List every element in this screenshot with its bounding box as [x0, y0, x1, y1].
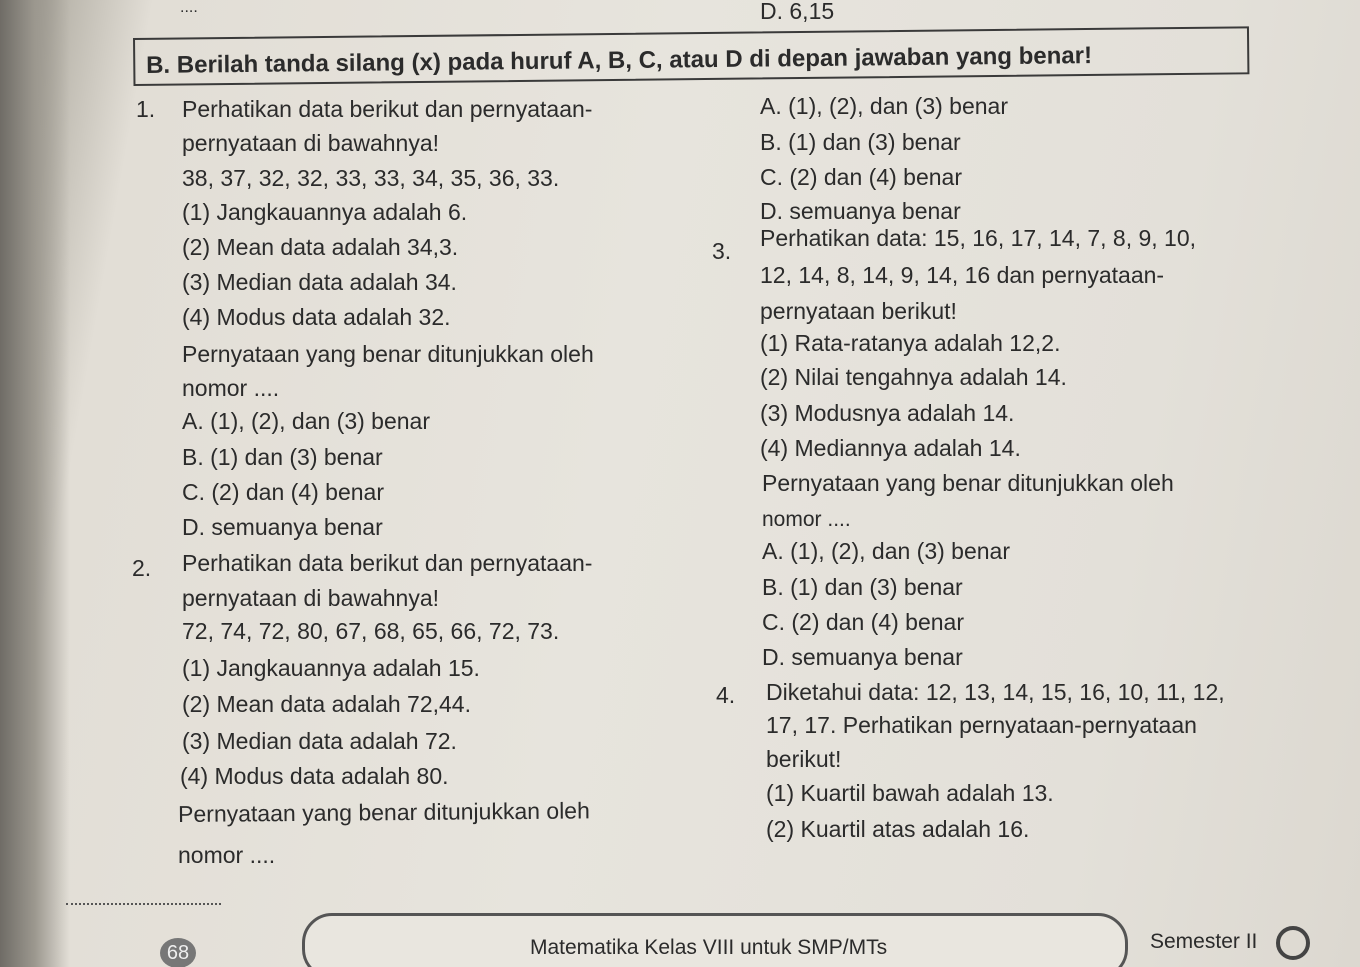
q3-prompt-line-1: Pernyataan yang benar ditunjukkan oleh	[762, 470, 1174, 496]
q3-stem-line-3: pernyataan berikut!	[760, 298, 957, 324]
q3-option-a[interactable]: A. (1), (2), dan (3) benar	[762, 538, 1010, 564]
q2-option-b[interactable]: B. (1) dan (3) benar	[760, 129, 961, 155]
q4-number: 4.	[716, 682, 736, 708]
q4-stem-line-2: 17, 17. Perhatikan pernyataan-pernyataan	[766, 712, 1197, 738]
q1-option-d[interactable]: D. semuanya benar	[182, 514, 383, 540]
q2-prompt-line-2: nomor ....	[178, 842, 276, 868]
q3-option-c[interactable]: C. (2) dan (4) benar	[762, 609, 964, 635]
q2-prompt-line-1: Pernyataan yang benar ditunjukkan oleh	[177, 797, 590, 827]
q1-statement-2: (2) Mean data adalah 34,3.	[182, 234, 459, 260]
q1-prompt-line-1: Pernyataan yang benar ditunjukkan oleh	[182, 341, 594, 367]
q1-prompt-line-2: nomor ....	[182, 375, 280, 401]
q2-data: 72, 74, 72, 80, 67, 68, 65, 66, 72, 73.	[182, 618, 560, 644]
q2-option-c[interactable]: C. (2) dan (4) benar	[760, 164, 962, 190]
section-instruction: B. Berilah tanda silang (x) pada huruf A, B, C, atau D di depan jawaban yang benar!	[146, 42, 1093, 79]
q1-option-a[interactable]: A. (1), (2), dan (3) benar	[182, 408, 430, 434]
page-number: 68	[160, 938, 196, 967]
q1-stem-line-1: Perhatikan data berikut dan pernyataan-	[182, 96, 593, 122]
q2-option-d[interactable]: D. semuanya benar	[760, 198, 961, 224]
q1-option-c[interactable]: C. (2) dan (4) benar	[182, 479, 384, 505]
q1-stem-line-2: pernyataan di bawahnya!	[182, 130, 440, 156]
q2-stem-line-2: pernyataan di bawahnya!	[182, 585, 440, 611]
q3-option-d[interactable]: D. semuanya benar	[762, 644, 963, 670]
q2-statement-2: (2) Mean data adalah 72,44.	[182, 691, 471, 717]
q3-statement-4: (4) Mediannya adalah 14.	[760, 435, 1021, 461]
q2-statement-3: (3) Median data adalah 72.	[182, 728, 457, 754]
q1-option-b[interactable]: B. (1) dan (3) benar	[182, 444, 383, 470]
q3-stem-line-2: 12, 14, 8, 14, 9, 14, 16 dan pernyataan-	[760, 262, 1165, 288]
previous-option-d: D. 6,15	[760, 0, 835, 24]
q3-number: 3.	[712, 238, 732, 264]
q2-statement-4: (4) Modus data adalah 80.	[180, 763, 449, 789]
footer-dotted-line	[66, 903, 221, 905]
q4-statement-1: (1) Kuartil bawah adalah 13.	[766, 780, 1054, 806]
q3-statement-3: (3) Modusnya adalah 14.	[760, 400, 1015, 426]
top-ellipsis: ....	[180, 0, 198, 16]
q2-statement-1: (1) Jangkauannya adalah 15.	[182, 655, 480, 681]
q1-number: 1.	[136, 96, 156, 122]
q1-statement-4: (4) Modus data adalah 32.	[182, 304, 451, 330]
q3-prompt-line-2: nomor ....	[762, 508, 851, 531]
q2-stem-line-1: Perhatikan data berikut dan pernyataan-	[182, 550, 593, 576]
q3-stem-line-1: Perhatikan data: 15, 16, 17, 14, 7, 8, 9, 10,	[760, 225, 1197, 251]
q2-number: 2.	[132, 555, 152, 581]
q2-option-a[interactable]: A. (1), (2), dan (3) benar	[760, 93, 1008, 119]
q4-statement-2: (2) Kuartil atas adalah 16.	[766, 816, 1030, 842]
book-title: Matematika Kelas VIII untuk SMP/MTs	[530, 936, 888, 959]
q1-data: 38, 37, 32, 32, 33, 33, 34, 35, 36, 33.	[182, 165, 560, 191]
q4-stem-line-3: berikut!	[766, 746, 842, 772]
semester-label: Semester II	[1150, 930, 1258, 953]
q3-option-b[interactable]: B. (1) dan (3) benar	[762, 574, 963, 600]
book-spine-shadow	[0, 0, 70, 967]
q3-statement-1: (1) Rata-ratanya adalah 12,2.	[760, 330, 1061, 356]
q3-statement-2: (2) Nilai tengahnya adalah 14.	[760, 364, 1067, 390]
q4-stem-line-1: Diketahui data: 12, 13, 14, 15, 16, 10, 11, 12,	[766, 679, 1225, 705]
q1-statement-1: (1) Jangkauannya adalah 6.	[182, 199, 468, 225]
binder-ring-icon	[1276, 926, 1310, 960]
q1-statement-3: (3) Median data adalah 34.	[182, 269, 457, 295]
